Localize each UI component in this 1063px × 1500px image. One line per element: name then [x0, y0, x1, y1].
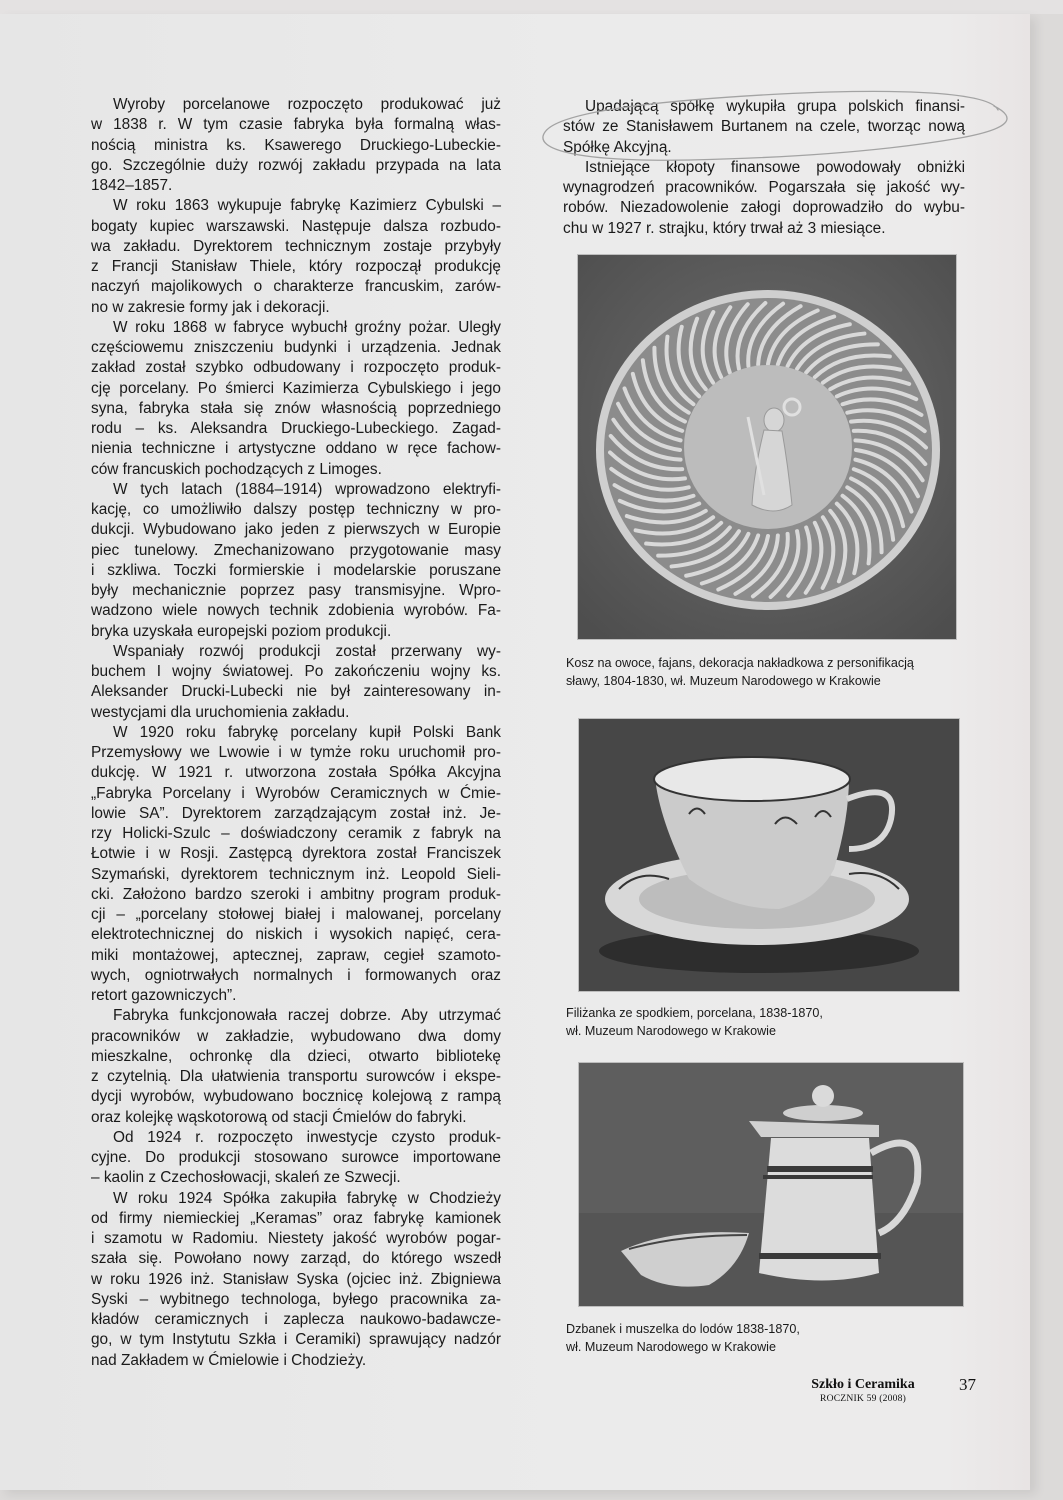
text-line: lowie SA”. Dyrektorem zarządzającym został inż. Je-	[91, 804, 501, 822]
caption-line: sławy, 1804-1830, wł. Muzeum Narodowego w Krakowie	[566, 673, 881, 688]
text-line: retort gazowniczych”.	[91, 987, 237, 1004]
text-line: cję porcelany. Po śmierci Kazimierza Cybulskiego i jego	[91, 379, 501, 397]
paragraph	[91, 1006, 501, 1128]
jug-and-ice-shell-photo	[578, 1062, 964, 1307]
journal-volume: ROCZNIK 59 (2008)	[819, 1393, 906, 1404]
text-line: no w zakresie formy jak i dekoracji.	[91, 298, 330, 316]
caption-line: wł. Muzeum Narodowego w Krakowie	[566, 1023, 776, 1038]
text-line: rzy Holicki-Szulc – doświadczony ceramik z fabryk na	[91, 825, 501, 842]
text-line: z Francji Stanisław Thiele, który rozpoczął produkcję	[91, 258, 501, 275]
jug-caption	[566, 1321, 800, 1356]
text-line: zakład został szybko odbudowany i rozpoczęto produk-	[91, 359, 501, 377]
left-text-column	[91, 95, 501, 1371]
text-line: wych, ogniotrwałych normalnych i formowanych oraz	[91, 966, 501, 984]
paragraph	[91, 723, 501, 1007]
text-line: z czytelnią. Dla ułatwienia transportu surowców i ekspe-	[91, 1068, 501, 1085]
text-line: nością ministra ks. Ksawerego Druckiego-Lubeckie-	[91, 136, 501, 154]
text-line: naczyń majolikowych o charakterze francuskim, zarów-	[91, 278, 501, 296]
paragraph	[91, 642, 501, 723]
text-line: Istniejące kłopoty finansowe powodowały obniżki	[585, 158, 965, 176]
text-line: syna, fabryka stała się znów własnością poprzedniego	[91, 399, 501, 417]
text-line: W roku 1868 w fabryce wybuchł groźny pożar. Uległy	[113, 318, 501, 336]
paragraph	[91, 95, 501, 196]
text-line: Łotwie i w Rosji. Zastępcą dyrektora został Franciszek	[91, 845, 501, 863]
text-line: od firmy niemieckiej „Keramas” oraz fabrykę kamionek	[91, 1209, 501, 1227]
text-line: pracowników w zakładzie, wybudowano dwa domy	[91, 1027, 501, 1045]
text-line: chu w 1927 r. strajku, który trwał aż 3 miesiące.	[563, 219, 886, 237]
text-line: „Fabryka Porcelany i Wyrobów Ceramicznych w Ćmie-	[91, 784, 501, 802]
text-line: W tych latach (1884–1914) wprowadzono elektryfi-	[113, 480, 501, 498]
fruit-basket-photo	[577, 254, 957, 640]
paragraph	[91, 196, 501, 318]
paragraph	[91, 1189, 501, 1371]
text-line: elektrotechnicznej do niskich i wysokich napięć, cera-	[91, 926, 501, 944]
text-line: wa zakładu. Dyrektorem technicznym zostaje przybyły	[91, 237, 501, 255]
teacup-with-saucer-photo	[578, 718, 960, 992]
paragraph	[91, 480, 501, 642]
text-line: wynagrodzeń pracowników. Pogarszała się jakość wy-	[563, 179, 965, 196]
text-line: Przemysłowy we Lwowie i w tymże roku uruchomił pro-	[91, 744, 501, 761]
text-line: w 1838 r. W tym czasie fabryka była formalną włas-	[91, 116, 501, 134]
right-text-column	[563, 97, 965, 239]
paragraph	[563, 158, 965, 239]
text-line: bogaty kupiec warszawski. Następuje dalsza rozbudo-	[91, 217, 501, 235]
text-line: Spółkę Akcyjną.	[563, 138, 672, 156]
text-line: cki. Założono bardzo szeroki i ambitny program produk-	[91, 885, 501, 903]
text-line: oraz kolejkę wąskotorową od stacji Ćmielów do fabryki.	[91, 1108, 467, 1126]
text-line: piec tunelowy. Zmechanizowano przygotowanie masy	[91, 541, 501, 559]
text-line: Od 1924 r. rozpoczęto inwestycje czysto produk-	[113, 1128, 501, 1146]
text-line: cji – „porcelany stołowej białej i malowanej, porcelany	[91, 906, 501, 923]
text-line: dukcji. Wybudowano jako jeden z pierwszych w Europie	[91, 521, 501, 539]
caption-line: wł. Muzeum Narodowego w Krakowie	[566, 1339, 776, 1354]
text-line: mieszkalne, ochronkę dla dzieci, otwarto bibliotekę	[91, 1047, 501, 1065]
text-line: robów. Niezadowolenie załogi doprowadziło do wybu-	[563, 199, 965, 217]
scan-top-edge	[0, 0, 1063, 14]
journal-footer	[788, 1376, 938, 1405]
text-line: 1842–1857.	[91, 177, 173, 194]
text-line: nad Zakładem w Ćmielowie i Chodzieży.	[91, 1351, 367, 1369]
text-line: go, w tym Instytutu Szkła i Ceramiki) sprawujący nadzór	[91, 1331, 501, 1349]
text-line: Wyroby porcelanowe rozpoczęto produkować już	[113, 96, 501, 113]
text-line: dycji wyrobów, wybudowano bocznicę kolejową z rampą	[91, 1088, 501, 1106]
page-number: 37	[959, 1375, 976, 1394]
text-line: rodu – ks. Aleksandra Druckiego-Lubeckiego. Zagad-	[91, 420, 501, 437]
text-line: szała się. Powołano nowy zarząd, do którego wszedł	[91, 1250, 501, 1268]
text-line: Fabryka funkcjonowała raczej dobrze. Aby utrzymać	[113, 1007, 501, 1025]
text-line: ców francuskich pochodzących z Limoges.	[91, 460, 382, 478]
caption-line: Filiżanka ze spodkiem, porcelana, 1838-1870,	[566, 1006, 823, 1020]
text-line: go. Szczególnie duży rozwój zakładu przypada na lata	[91, 156, 501, 174]
text-line: W roku 1863 wykupuje fabrykę Kazimierz Cybulski –	[113, 197, 501, 215]
paragraph	[91, 318, 501, 480]
paragraph	[563, 97, 965, 158]
paragraph	[91, 1128, 501, 1189]
text-line: Szymański, dyrektorem technicznym inż. Leopold Sieli-	[91, 865, 501, 883]
text-line: buchem I wojny światowej. Po zakończeniu wojny ks.	[91, 663, 501, 680]
text-line: Wspaniały rozwój produkcji został przerwany wy-	[113, 642, 501, 660]
text-line: i szkliwa. Toczki formierskie i modelarskie poruszane	[91, 561, 501, 579]
text-line: Upadającą spółkę wykupiła grupa polskich finansi-	[585, 98, 965, 115]
journal-name: Szkło i Ceramika	[811, 1377, 915, 1392]
text-line: Aleksander Drucki-Lubecki nie był zainteresowany in-	[91, 683, 501, 701]
text-line: bryka uzyskała europejski poziom produkcji.	[91, 622, 392, 640]
text-line: cyjne. Do produkcji stosowano surowce importowane	[91, 1149, 501, 1166]
text-line: były mechanicznie poprzez pasy transmisyjne. Wpro-	[91, 582, 501, 599]
teacup-caption	[566, 1005, 823, 1040]
text-line: w roku 1926 inż. Stanisław Syska (ojciec inż. Zbigniewa	[91, 1270, 501, 1288]
text-line: wadzono wiele nowych technik zdobienia wyrobów. Fa-	[91, 602, 501, 620]
text-line: W roku 1924 Spółka zakupiła fabrykę w Chodzieży	[113, 1189, 501, 1207]
text-line: miki montażowej, aptecznej, zapraw, cegieł szamoto-	[91, 946, 501, 964]
caption-line: Dzbanek i muszelka do lodów 1838-1870,	[566, 1322, 800, 1336]
fruit-basket-caption	[566, 655, 914, 690]
text-line: westycjami dla uruchomienia zakładu.	[91, 703, 350, 721]
text-line: kację, co umożliwiło dalszy postęp techniczny w pro-	[91, 501, 501, 518]
text-line: częściowemu zniszczeniu budynki i urządzenia. Jednak	[91, 339, 501, 356]
text-line: dukcję. W 1921 r. utworzona została Spółka Akcyjna	[91, 764, 501, 782]
text-line: stów ze Stanisławem Burtanem na czele, tworząc nową	[563, 118, 965, 136]
text-line: – kaolin z Czechosłowacji, skaleń ze Szwecji.	[91, 1169, 401, 1187]
text-line: i szamotu w Radomiu. Niestety jakość wyrobów pogar-	[91, 1230, 501, 1247]
caption-line: Kosz na owoce, fajans, dekoracja nakładkowa z personifikacją	[566, 656, 914, 670]
text-line: nienia techniczne i artystyczne oddano w ręce fachow-	[91, 440, 501, 458]
text-line: W 1920 roku fabrykę porcelany kupił Polski Bank	[113, 723, 501, 741]
text-line: Syski – wybitnego technologa, byłego pracownika za-	[91, 1290, 501, 1308]
text-line: kładów ceramicznych i zaplecza naukowo-badawcze-	[91, 1311, 501, 1328]
